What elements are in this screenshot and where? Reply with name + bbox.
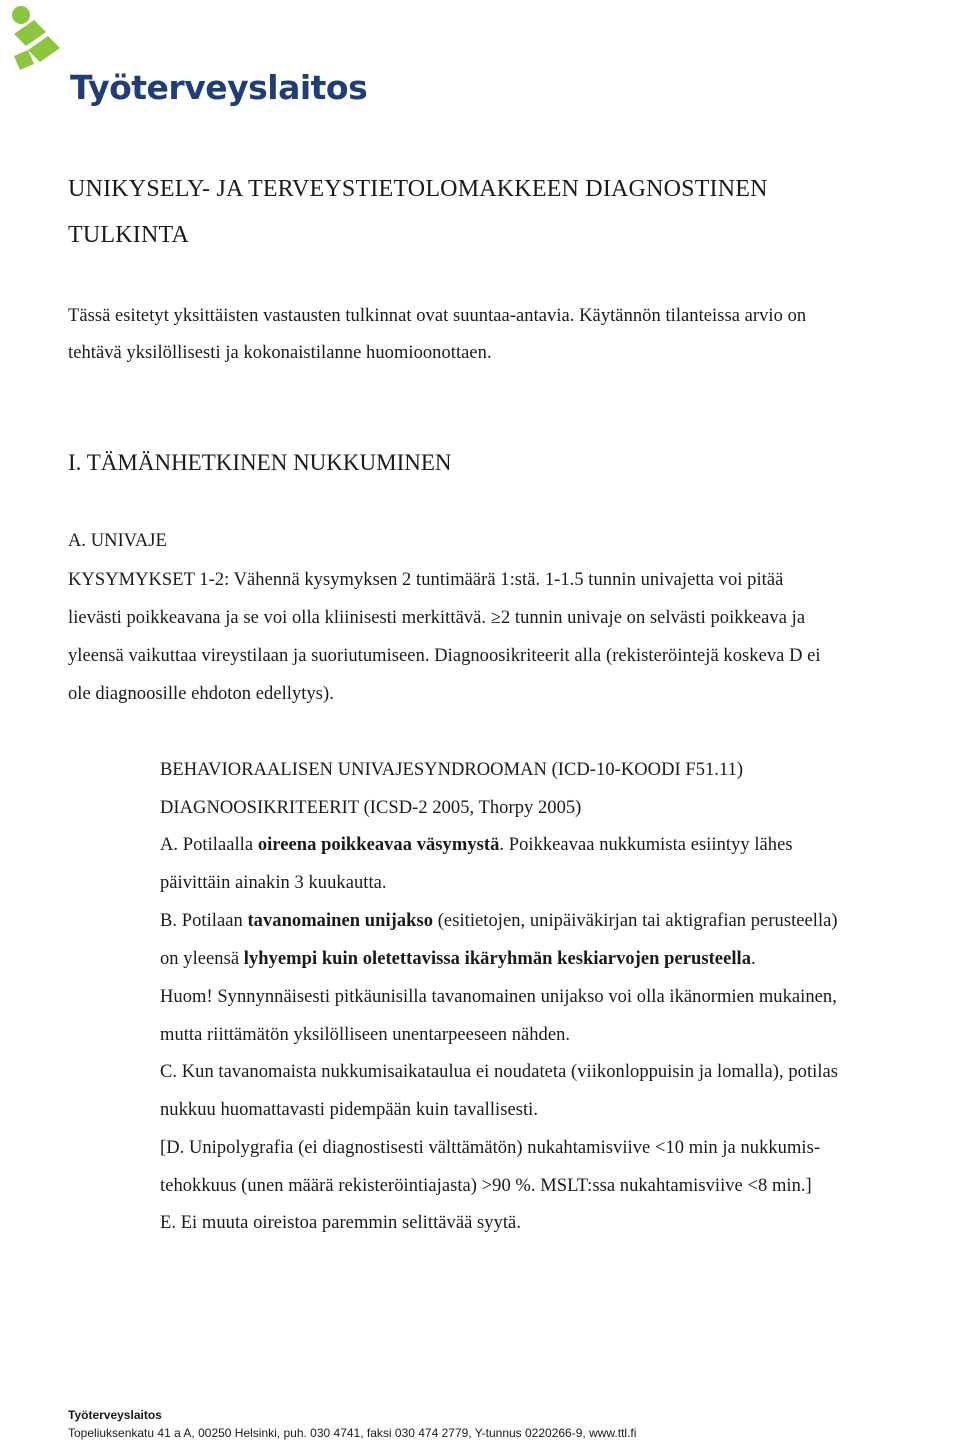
criterion-b-line-2: on yleensä lyhyempi kuin oletettavissa ikäryhmän keskiarvojen perusteella. — [160, 949, 756, 969]
criterion-a-line-1: A. Potilaalla oireena poikkeavaa väsymystä. Poikkeavaa nukkumista esiintyy lähes — [160, 835, 793, 855]
logo-text: Työterveyslaitos — [70, 68, 368, 107]
criterion-b2-emphasis: lyhyempi kuin oletettavissa ikäryhmän keskiarvojen perusteella — [243, 949, 752, 969]
criterion-d-line-1: [D. Unipolygrafia (ei diagnostisesti välttämätön) nukahtamisviive <10 min ja nukkumis- — [160, 1138, 821, 1158]
body-line-3: yleensä vaikuttaa vireystilaan ja suoriutumiseen. Diagnoosikriteerit alla (rekisteröintejä koskeva D ei — [68, 646, 821, 666]
logo — [4, 4, 368, 114]
criteria-heading-line-1: BEHAVIORAALISEN UNIVAJESYNDROOMAN (ICD-10-KOODI F51.11) — [160, 760, 744, 780]
body-line-2: lievästi poikkeavana ja se voi olla kliinisesti merkittävä. ≥2 tunnin univaje on selvästi poikkeava ja — [68, 608, 806, 628]
criteria-heading-line-2: DIAGNOOSIKRITEERIT (ICSD-2 2005, Thorpy 2005) — [160, 798, 582, 818]
document-title-line-2: TULKINTA — [68, 222, 189, 248]
section-heading: I. TÄMÄNHETKINEN NUKKUMINEN — [68, 450, 452, 475]
intro-line-2: tehtävä yksilöllisesti ja kokonaistilanne huomioonottaen. — [68, 343, 492, 363]
intro-line-1: Tässä esitetyt yksittäisten vastausten tulkinnat ovat suuntaa-antavia. Käytännön tilanteissa arvio on — [68, 306, 807, 326]
note-line-2: mutta riittämätön yksilölliseen unentarpeeseen nähden. — [160, 1025, 571, 1045]
document-title-line-1: UNIKYSELY- JA TERVEYSTIETOLOMAKKEEN DIAGNOSTINEN — [68, 176, 768, 202]
criterion-d-line-2: tehokkuus (unen määrä rekisteröintiajasta) >90 %. MSLT:ssa nukahtamisviive <8 min.] — [160, 1176, 812, 1196]
criterion-b-line-1: B. Potilaan tavanomainen unijakso (esitietojen, unipäiväkirjan tai aktigrafian perusteella) — [160, 911, 838, 931]
subsection-heading: A. UNIVAJE — [68, 531, 167, 551]
body-line-1: KYSYMYKSET 1-2: Vähennä kysymyksen 2 tuntimäärä 1:stä. 1-1.5 tunnin univajetta voi pitää — [68, 570, 784, 590]
criterion-e-line-1: E. Ei muuta oireistoa paremmin selittävää syytä. — [160, 1213, 521, 1233]
body-line-4: ole diagnoosille ehdoton edellytys). — [68, 684, 334, 704]
logo-mark-icon — [4, 4, 68, 94]
criterion-c-line-1: C. Kun tavanomaista nukkumisaikataulua ei noudateta (viikonloppuisin ja lomalla), potilas — [160, 1062, 839, 1082]
footer-org: Työterveyslaitos — [68, 1408, 162, 1422]
criterion-b-emphasis: tavanomainen unijakso — [247, 911, 434, 931]
footer-address: Topeliuksenkatu 41 a A, 00250 Helsinki, puh. 030 4741, faksi 030 474 2779, Y-tunnus 0220266-9, www.ttl.fi — [68, 1426, 637, 1440]
criterion-c-line-2: nukkuu huomattavasti pidempään kuin tavallisesti. — [160, 1100, 539, 1120]
criterion-a-line-2: päivittäin ainakin 3 kuukautta. — [160, 873, 387, 893]
note-line-1: Huom! Synnynnäisesti pitkäunisilla tavanomainen unijakso voi olla ikänormien mukainen, — [160, 987, 837, 1007]
criterion-a-emphasis: oireena poikkeavaa väsymystä — [257, 835, 500, 855]
